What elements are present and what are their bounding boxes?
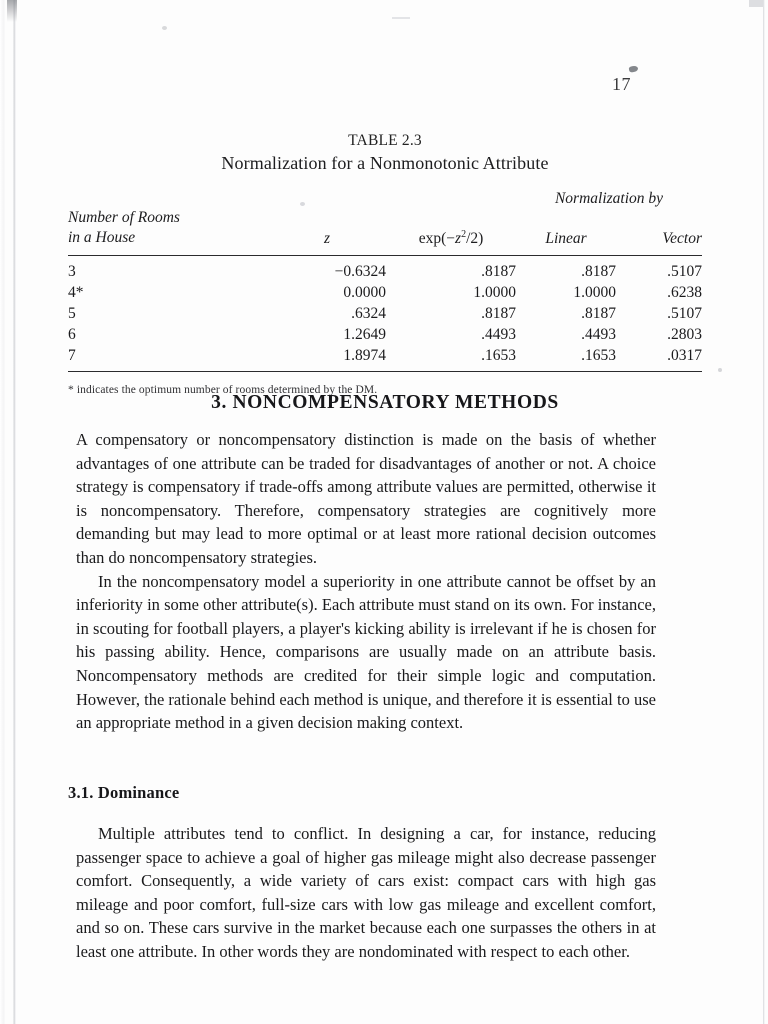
exp-suffix: /2) xyxy=(466,229,484,247)
section-heading: 3. NONCOMPENSATORY METHODS xyxy=(211,392,559,413)
cell-z: .6324 xyxy=(351,304,386,322)
cell-rooms: 5 xyxy=(68,304,76,322)
cell-exp: .1653 xyxy=(481,346,516,364)
cell-vector: .5107 xyxy=(667,304,702,322)
cell-linear: .1653 xyxy=(581,346,616,364)
cell-z: 0.0000 xyxy=(343,283,386,301)
table-caption-number: TABLE 2.3 xyxy=(348,132,422,149)
cell-vector: .6238 xyxy=(667,283,702,301)
cell-linear: .8187 xyxy=(581,262,616,280)
cell-rooms: 6 xyxy=(68,325,76,343)
table-row xyxy=(68,324,702,345)
normalization-table xyxy=(68,186,702,371)
cell-exp: .8187 xyxy=(481,262,516,280)
cell-z: 1.8974 xyxy=(343,346,386,364)
subsection-text-block xyxy=(76,822,656,964)
table-group-header-row xyxy=(68,186,702,208)
column-header-linear: Linear xyxy=(516,208,616,255)
table-row xyxy=(68,255,702,282)
cell-linear: .4493 xyxy=(581,325,616,343)
cell-vector: .2803 xyxy=(667,325,702,343)
cell-rooms: 3 xyxy=(68,262,76,280)
cell-exp: 1.0000 xyxy=(473,283,516,301)
cell-linear: .8187 xyxy=(581,304,616,322)
table-header-row xyxy=(68,208,702,255)
cell-vector: .0317 xyxy=(667,346,702,364)
column-header-vector: Vector xyxy=(616,208,702,255)
scan-binding-shadow-artifact xyxy=(7,0,17,22)
table-row xyxy=(68,282,702,303)
scan-speck-artifact xyxy=(718,368,722,372)
column-header-rooms-line1: Number of Rooms xyxy=(68,209,180,226)
page-number: 17 xyxy=(612,74,631,94)
scan-speck-artifact xyxy=(628,65,638,73)
scan-speck-artifact xyxy=(392,17,410,19)
paragraph: A compensatory or noncompensatory distinction is made on the basis of whether advantages of one attribute can be traded for disadvantages of another or not. A choice strategy is compensatory if trade-offs among attribute values are permitted, otherwise it is noncompensatory. Therefore, compensatory strategies are cognitively more demanding but may lead to more optimal or at least more rational decision outcomes than do noncompensatory strategies. xyxy=(76,430,656,567)
column-header-rooms-line2: in a House xyxy=(68,228,136,246)
group-spacer-rooms xyxy=(68,186,268,208)
table-body xyxy=(68,255,702,371)
cell-vector: .5107 xyxy=(667,262,702,280)
table-caption-title: Normalization for a Nonmonotonic Attribute xyxy=(221,153,549,173)
scan-speck-artifact xyxy=(162,26,167,30)
cell-z: −0.6324 xyxy=(334,262,386,280)
group-spacer-exp xyxy=(386,186,516,208)
table-head xyxy=(68,186,702,255)
subsection-heading: 3.1. Dominance xyxy=(68,783,180,802)
cell-rooms: 4* xyxy=(68,283,84,301)
group-header-normalization-by: Normalization by xyxy=(554,190,664,207)
scan-binding-line-artifact xyxy=(13,0,16,1024)
column-header-exp xyxy=(386,208,516,255)
table-row xyxy=(68,303,702,324)
exp-exponent: 2 xyxy=(461,228,467,240)
body-text-block xyxy=(76,428,656,735)
cell-exp: .8187 xyxy=(481,304,516,322)
cell-z: 1.2649 xyxy=(343,325,386,343)
exp-variable: z xyxy=(455,229,462,247)
scan-corner-nick-artifact xyxy=(749,0,763,7)
paragraph: Multiple attributes tend to conflict. In designing a car, for instance, reducing passenger space to achieve a goal of higher gas mileage might also decrease passenger comfort. Consequently, a wide variety of cars exist: compact cars with high gas mileage and poor comfort, full-size cars with low gas mileage and excellent comfort, and so on. These cars survive in the market because each one surpasses the others in at least one attribute. In other words they are nondominated with respect to each other. xyxy=(76,824,656,961)
exp-prefix: exp(− xyxy=(418,229,456,247)
group-spacer-z xyxy=(268,186,386,208)
table-bottom-rule xyxy=(68,371,702,372)
scan-left-edge-artifact xyxy=(0,0,6,1024)
cell-rooms: 7 xyxy=(68,346,76,364)
table-block xyxy=(68,132,702,396)
cell-linear: 1.0000 xyxy=(573,283,616,301)
table-row xyxy=(68,345,702,371)
column-header-rooms xyxy=(68,208,268,255)
cell-exp: .4493 xyxy=(481,325,516,343)
paragraph: In the noncompensatory model a superiority in one attribute cannot be offset by an inferiority in some other attribute(s). Each attribute must stand on its own. For instance, in scouting for football players, a player's kicking ability is irrelevant if he is chosen for his passing ability. Hence, comparisons are usually made on an attribute basis. Noncompensatory methods are credited for their simple logic and computation. However, the rationale behind each method is unique, and therefore it is essential to use an appropriate method in a given decision making context. xyxy=(76,571,656,733)
column-header-z: z xyxy=(268,208,386,255)
table-footnote: * indicates the optimum number of rooms determined by the DM. xyxy=(68,383,378,396)
scan-right-edge-artifact xyxy=(763,0,765,1024)
